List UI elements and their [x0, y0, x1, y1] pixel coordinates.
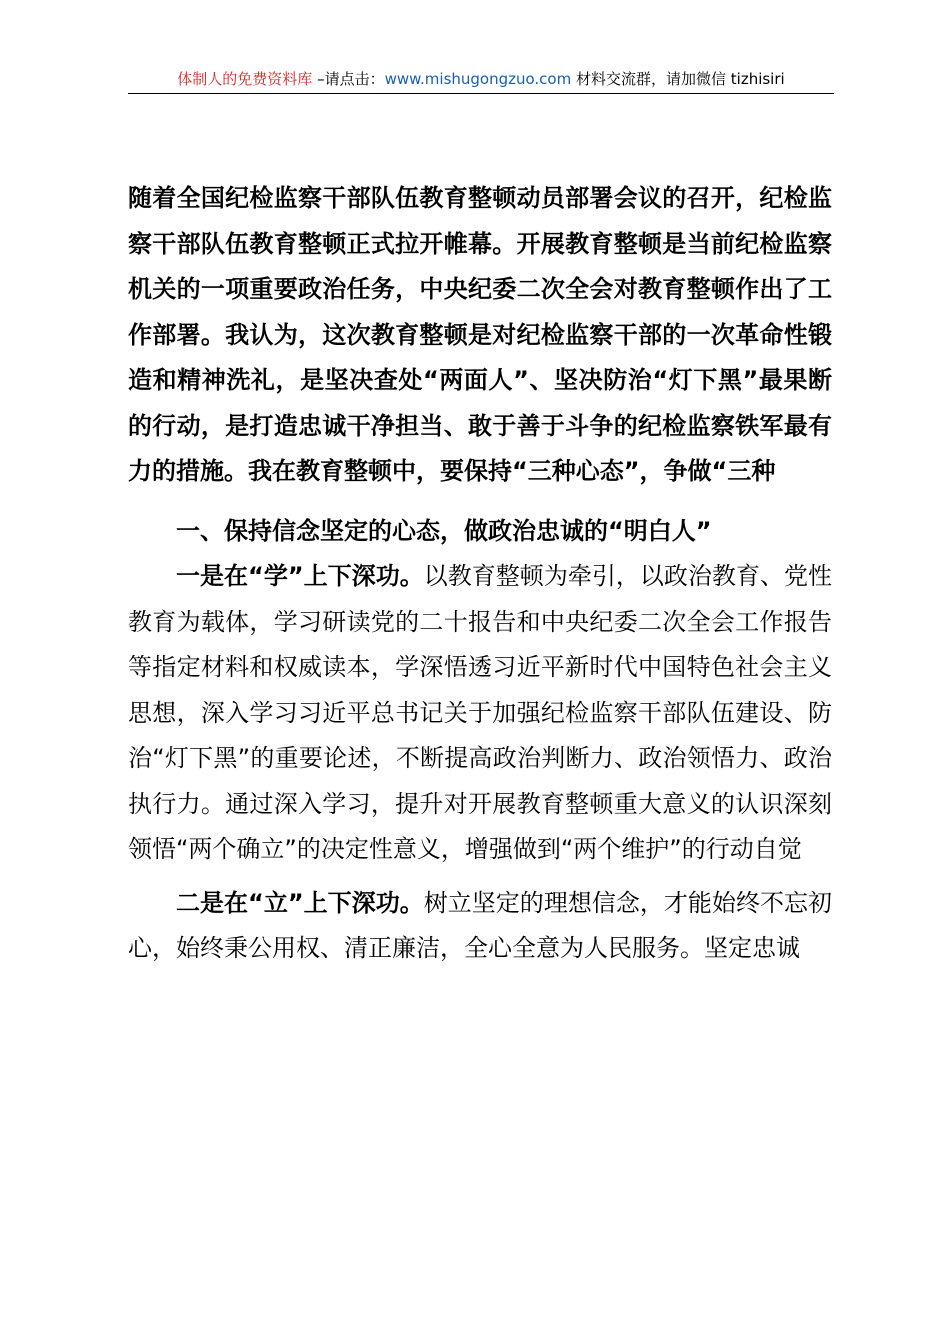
intro-paragraph: 随着全国纪检监察干部队伍教育整顿动员部署会议的召开，纪检监察干部队伍教育整顿正式拉开帷幕。开展教育整顿是当前纪检监察机关的一项重要政治任务，中央纪委二次全会对教育整顿作出了工作部署。我认为，这次教育整顿是对纪检监察干部的一次革命性锻造和精神洗礼，是坚决查处“两面人”、坚决防治“灯下黑”最果断的行动，是打造忠诚干净担当、敢于善于斗争的纪检监察铁军最有力的措施。我在教育整顿中，要保持“三种心态”，争做“三种 [128, 184, 832, 485]
document-body [128, 176, 832, 972]
paragraph-text-2: 树立坚定的理想信念，才能始终不忘初心，始终秉公用权、清正廉洁，全心全意为人民服务。坚定忠诚 [128, 888, 833, 962]
paragraph-lead-1: 一是在“学”上下深功。 [176, 562, 424, 590]
header-click-prompt: –请点击： [312, 70, 385, 88]
paragraph-text-1: 以教育整顿为牵引，以政治教育、党性教育为载体，学习研读党的二十报告和中央纪委二次全会工作报告等指定材料和权威读本，学深悟透习近平新时代中国特色社会主义思想，深入学习习近平总书记关于加强纪检监察干部队伍建设、防治“灯下黑”的重要论述，不断提高政治判断力、政治领悟力、政治执行力。通过深入学习，提升对开展教育整顿重大意义的认识深刻领悟“两个确立”的决定性意义，增强做到“两个维护”的行动自觉 [128, 562, 833, 863]
body-paragraph-1 [128, 554, 832, 873]
header-url-link[interactable]: www.mishugongzuo.com [384, 70, 572, 88]
body-paragraph-2 [128, 881, 832, 972]
page-header [128, 66, 834, 94]
header-wechat-note: 材料交流群，请加微信 tizhisiri [571, 70, 785, 88]
header-site-name: 体制人的免费资料库 [177, 70, 313, 88]
section-heading-1: 一、保持信念坚定的心态，做政治忠诚的“明白人” [176, 516, 712, 545]
paragraph-lead-2: 二是在“立”上下深功。 [176, 888, 424, 917]
